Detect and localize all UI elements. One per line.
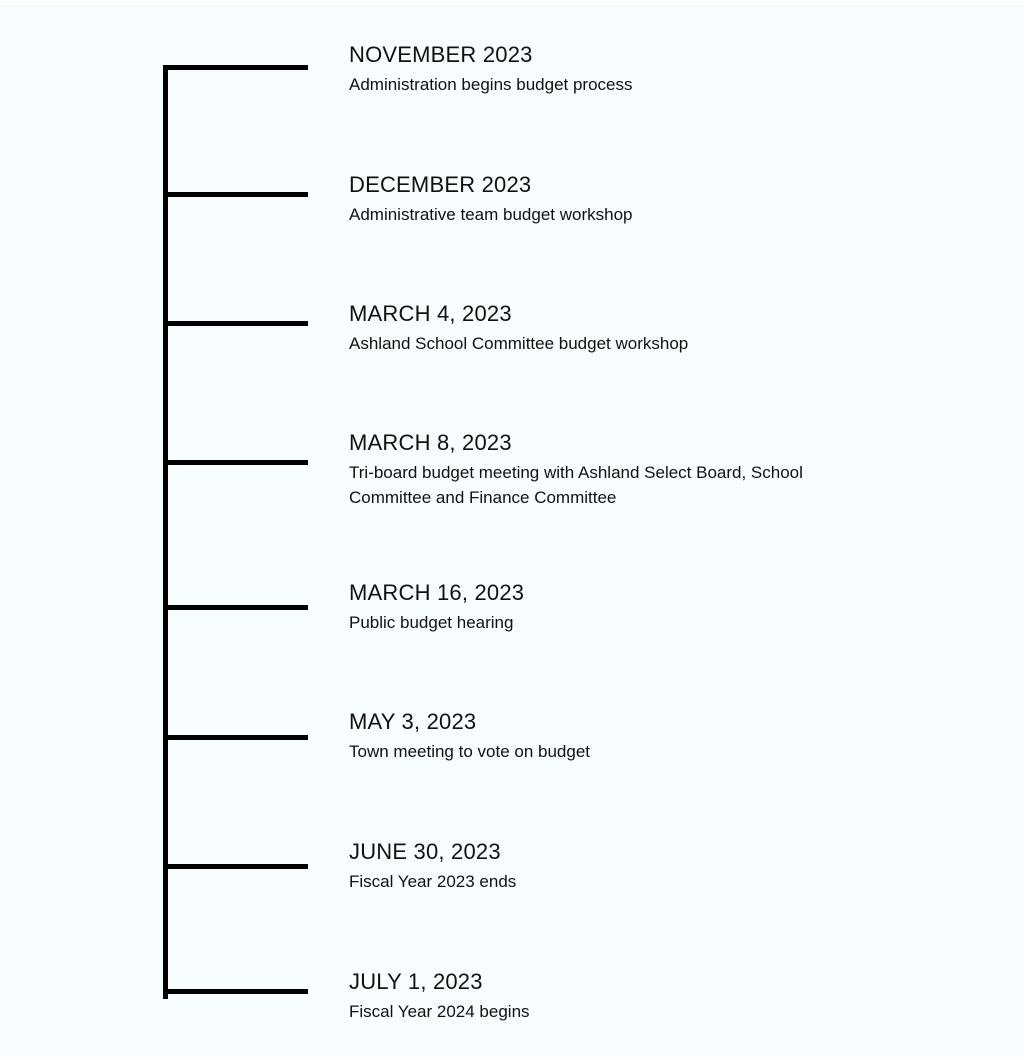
timeline-canvas (0, 5, 1024, 1057)
timeline-tick (163, 460, 308, 465)
timeline-tick (163, 605, 308, 610)
timeline-tick (163, 864, 308, 869)
timeline-event (349, 300, 869, 356)
event-date: JUNE 30, 2023 (349, 839, 501, 864)
event-date: DECEMBER 2023 (349, 172, 532, 197)
event-description: Administration begins budget process (349, 75, 633, 94)
event-description: Public budget hearing (349, 613, 514, 632)
event-date: MARCH 16, 2023 (349, 580, 525, 605)
timeline-event (349, 838, 869, 894)
event-date: MAY 3, 2023 (349, 709, 477, 734)
timeline-tick (163, 989, 308, 994)
timeline-tick (163, 321, 308, 326)
event-description: Administrative team budget workshop (349, 205, 633, 224)
timeline-event (349, 708, 869, 764)
timeline-spine (163, 70, 168, 999)
event-date: JULY 1, 2023 (349, 969, 483, 994)
timeline-tick (163, 192, 308, 197)
event-description: Ashland School Committee budget workshop (349, 334, 689, 353)
event-description: Tri-board budget meeting with Ashland Select Board, School Committee and Finance Committee (349, 463, 803, 507)
event-date: NOVEMBER 2023 (349, 42, 533, 67)
timeline-tick (163, 65, 308, 70)
event-description: Fiscal Year 2024 begins (349, 1002, 530, 1021)
event-description: Town meeting to vote on budget (349, 742, 590, 761)
timeline-event (349, 968, 869, 1024)
event-date: MARCH 4, 2023 (349, 301, 512, 326)
timeline-event (349, 41, 869, 97)
timeline-event (349, 579, 869, 635)
event-date: MARCH 8, 2023 (349, 430, 512, 455)
timeline-event (349, 171, 869, 227)
timeline-event (349, 429, 869, 510)
timeline-tick (163, 735, 308, 740)
event-description: Fiscal Year 2023 ends (349, 872, 517, 891)
